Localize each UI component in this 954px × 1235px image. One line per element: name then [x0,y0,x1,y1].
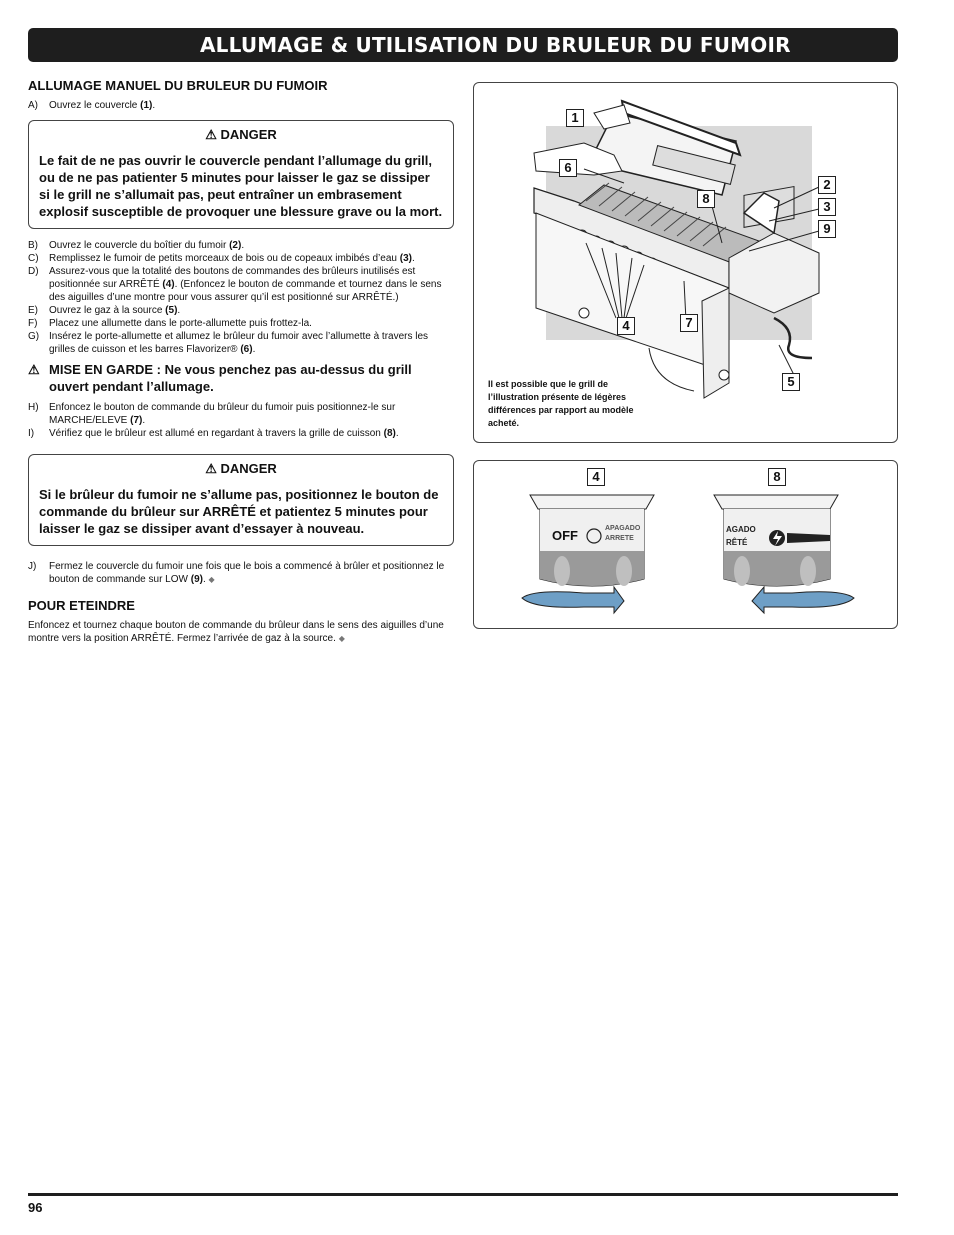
danger-text: Le fait de ne pas ouvrir le couvercle pendant l’allumage du grill, ou de ne pas patienter 5 minutes pour laisser le gaz se dissiper si le grill ne s’allumait pas, peut entraîner un embrasement explosif susceptible de provoquer une blessure grave ou la mort. [39,153,443,219]
danger-box-2 [28,454,454,546]
danger-heading: ⚠ DANGER [205,127,277,142]
danger-heading: ⚠ DANGER [205,461,277,476]
knob-arrete-label: ARRÊTÉ [605,535,634,542]
instructions-column [28,78,454,645]
end-mark-icon: ◆ [338,634,345,643]
steps-h-to-i [28,401,454,440]
knob-apagado-label: APAGADO [605,525,641,532]
callout-9: 9 [818,220,836,238]
page-number: 96 [28,1200,43,1215]
danger-text: Si le brûleur du fumoir ne s’allume pas, positionnez le bouton de commande du brûleur sur ARRÊTÉ et patientez 5 minutes pour laisser le gaz se dissiper avant d’essayer à nouveau. [39,487,439,536]
callout-6: 6 [559,159,577,177]
page-header [28,28,898,62]
shutdown-text: Enfoncez et tournez chaque bouton de commande du brûleur dans le sens des aiguilles d’une montre vers la position ARRÊTÉ. Fermez l’arrivée de gaz à la source. ◆ [28,620,444,644]
callout-4: 4 [587,468,605,486]
footer-rule [28,1193,898,1196]
callout-1: 1 [566,109,584,127]
danger-box-1 [28,120,454,229]
page-title: ALLUMAGE & UTILISATION DU BRULEUR DU FUMOIR [200,33,791,57]
steps-b-to-g [28,239,454,356]
callout-7: 7 [680,314,698,332]
callout-3: 3 [818,198,836,216]
section-title-manual-lighting: ALLUMAGE MANUEL DU BRULEUR DU FUMOIR [28,78,328,93]
callout-5: 5 [782,373,800,391]
section-title-shutdown: POUR ETEINDRE [28,598,135,613]
step-g: G) Insérez le porte-allumette et allumez le brûleur du fumoir avec l’allumette à travers les grilles de cuisson et les barres Flavorizer® (6). [28,331,429,355]
knob-drawing [474,461,897,628]
knob-on-apagado-label: AGADO [726,525,756,534]
step-e: E) Ouvrez le gaz à la source (5). [28,305,181,316]
step-h: H) Enfoncez le bouton de commande du brûleur du fumoir puis positionnez-le sur MARCHE/ELEVE (7). [28,402,396,426]
knob-on-arrete-label: RÊTÉ [726,538,748,547]
callout-8: 8 [768,468,786,486]
step-a: A) Ouvrez le couvercle (1). [28,100,156,111]
warning-triangle-icon: ⚠ [28,362,40,377]
callout-2: 2 [818,176,836,194]
illustration-note: Il est possible que le grill de l’illustration présente de légères différences par rapport au modèle acheté. [488,379,634,428]
step-i: I) Vérifiez que le brûleur est allumé en regardant à travers la grille de cuisson (8). [28,428,399,439]
step-f: F) Placez une allumette dans le porte-allumette puis frottez-la. [28,318,312,329]
step-b: B) Ouvrez le couvercle du boîtier du fumoir (2). [28,240,245,251]
knob-off-label: OFF [552,528,578,543]
step-c: C) Remplissez le fumoir de petits morceaux de bois ou de copeaux imbibés d’eau (3). [28,253,415,264]
warning-triangle-icon: ⚠ [205,461,217,476]
callout-4: 4 [617,317,635,335]
step-d: D) Assurez-vous que la totalité des boutons de commandes des brûleurs inutilisés est positionnée sur ARRÊTÉ (4). (Enfoncez le bouton de commande et tournez dans le sens des aiguilles d’une montre pour vous assurer qu’il est positionné sur ARRÊTÉ.) [28,266,442,303]
end-mark-icon: ◆ [208,575,215,584]
step-j: J) Fermez le couvercle du fumoir une fois que le bois a commencé à brûler et positionnez le bouton de commande sur LOW (9). ◆ [28,561,445,585]
grill-illustration [473,82,898,443]
callout-8: 8 [697,190,715,208]
knob-illustration [473,460,898,629]
warning-triangle-icon: ⚠ [205,127,217,142]
warning-notice: ⚠ MISE EN GARDE : Ne vous penchez pas au-dessus du grill ouvert pendant l’allumage. [28,362,412,394]
